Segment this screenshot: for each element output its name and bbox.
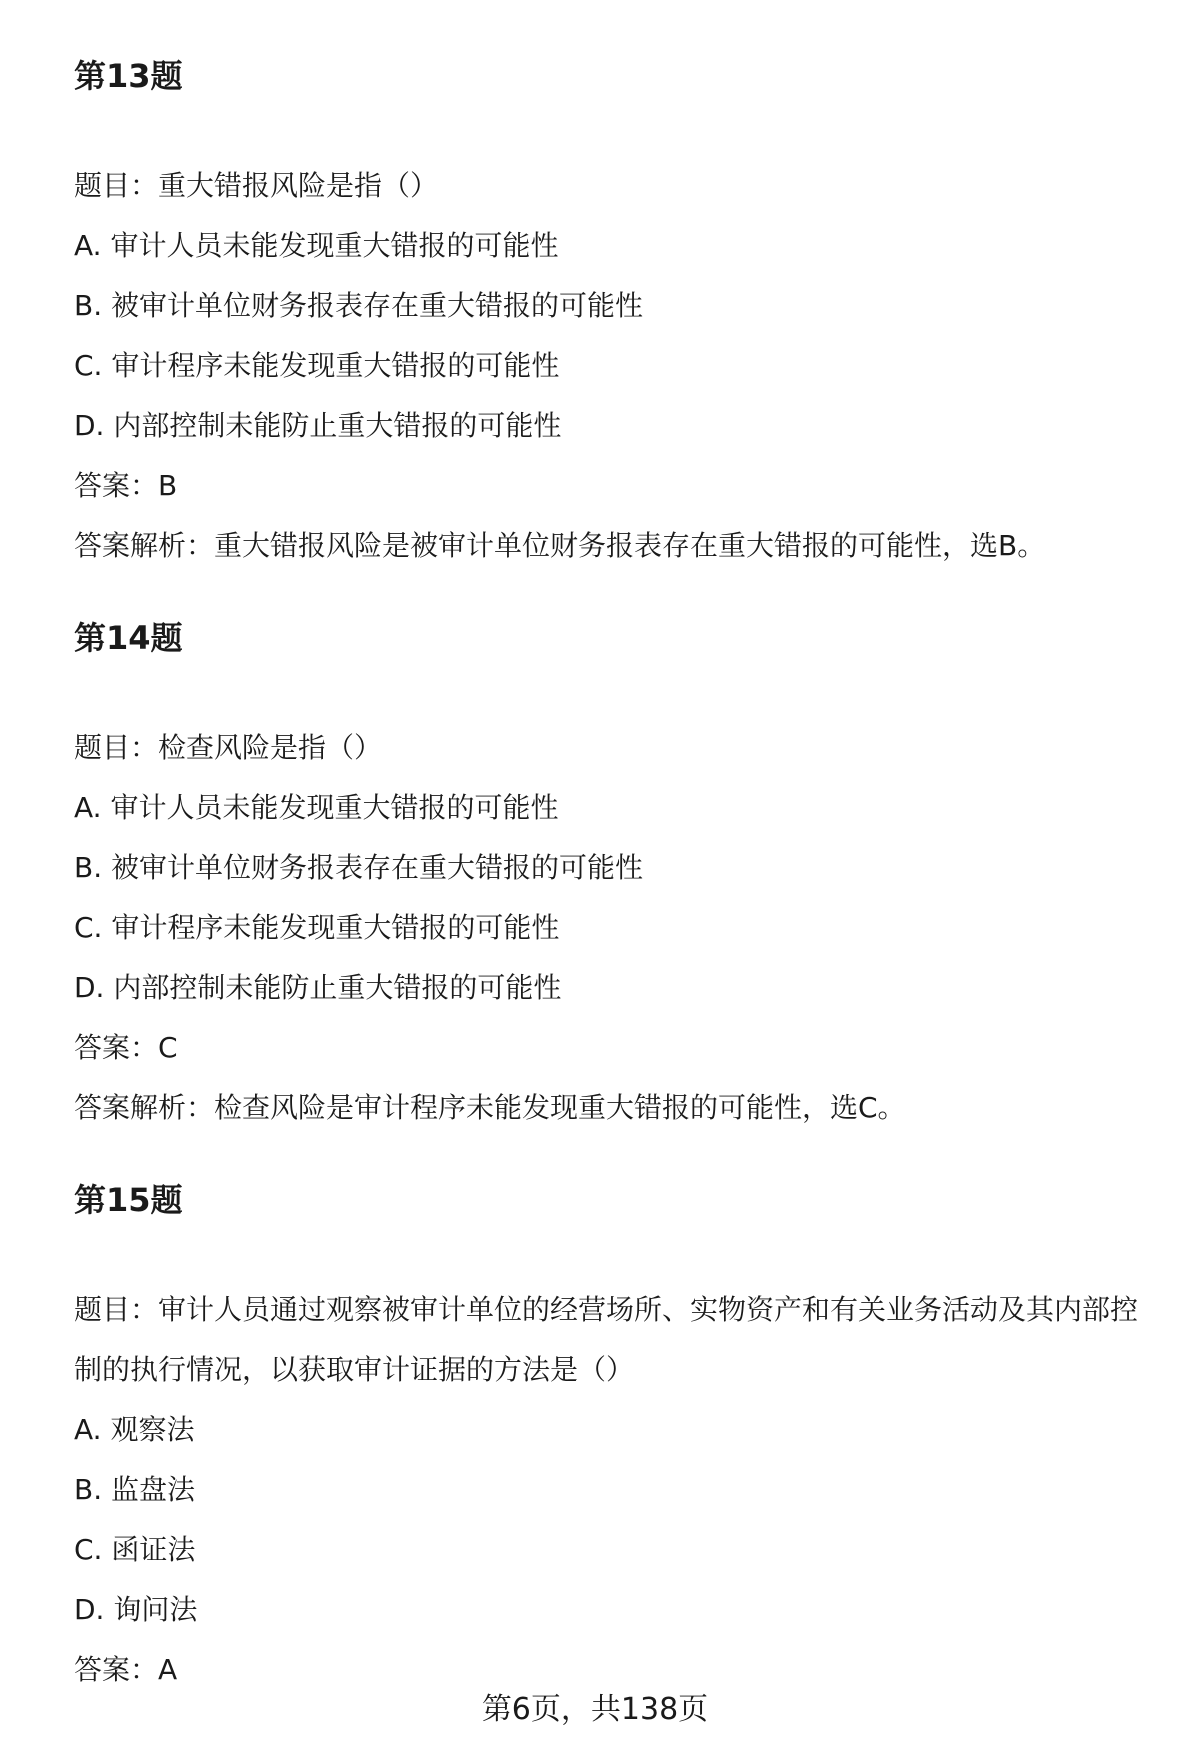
question-13-option-a: A. 审计人员未能发现重大错报的可能性 bbox=[74, 229, 559, 262]
question-14-option-c: C. 审计程序未能发现重大错报的可能性 bbox=[74, 911, 560, 944]
question-13-body bbox=[74, 156, 1045, 576]
question-15-option-d: D. 询问法 bbox=[74, 1593, 198, 1626]
question-14-option-a: A. 审计人员未能发现重大错报的可能性 bbox=[74, 791, 559, 824]
question-15-option-c: C. 函证法 bbox=[74, 1533, 196, 1566]
question-15-option-b: B. 监盘法 bbox=[74, 1473, 196, 1506]
question-13-analysis: 答案解析：重大错报风险是被审计单位财务报表存在重大错报的可能性，选B。 bbox=[74, 529, 1046, 562]
question-13-heading: 第13题 bbox=[74, 57, 183, 95]
question-14-analysis: 答案解析：检查风险是审计程序未能发现重大错报的可能性，选C。 bbox=[74, 1091, 906, 1124]
question-13-option-c: C. 审计程序未能发现重大错报的可能性 bbox=[74, 349, 560, 382]
question-15-heading: 第15题 bbox=[74, 1181, 183, 1219]
question-13-option-d: D. 内部控制未能防止重大错报的可能性 bbox=[74, 409, 562, 442]
question-15-body bbox=[74, 1280, 1154, 1700]
page-number: 第6页，共138页 bbox=[481, 1692, 709, 1727]
question-13-option-b: B. 被审计单位财务报表存在重大错报的可能性 bbox=[74, 289, 644, 322]
question-15-stem: 题目：审计人员通过观察被审计单位的经营场所、实物资产和有关业务活动及其内部控制的执行情况，以获取审计证据的方法是（） bbox=[74, 1293, 1139, 1386]
question-14-option-d: D. 内部控制未能防止重大错报的可能性 bbox=[74, 971, 562, 1004]
question-15-option-a: A. 观察法 bbox=[74, 1413, 195, 1446]
question-15-answer: 答案：A bbox=[74, 1653, 178, 1686]
question-14-answer: 答案：C bbox=[74, 1031, 178, 1064]
question-14-body bbox=[74, 718, 906, 1138]
question-14-heading: 第14题 bbox=[74, 619, 183, 657]
question-14-option-b: B. 被审计单位财务报表存在重大错报的可能性 bbox=[74, 851, 644, 884]
question-13-stem: 题目：重大错报风险是指（） bbox=[74, 169, 439, 202]
question-13-answer: 答案：B bbox=[74, 469, 178, 502]
question-14-stem: 题目：检查风险是指（） bbox=[74, 731, 383, 764]
